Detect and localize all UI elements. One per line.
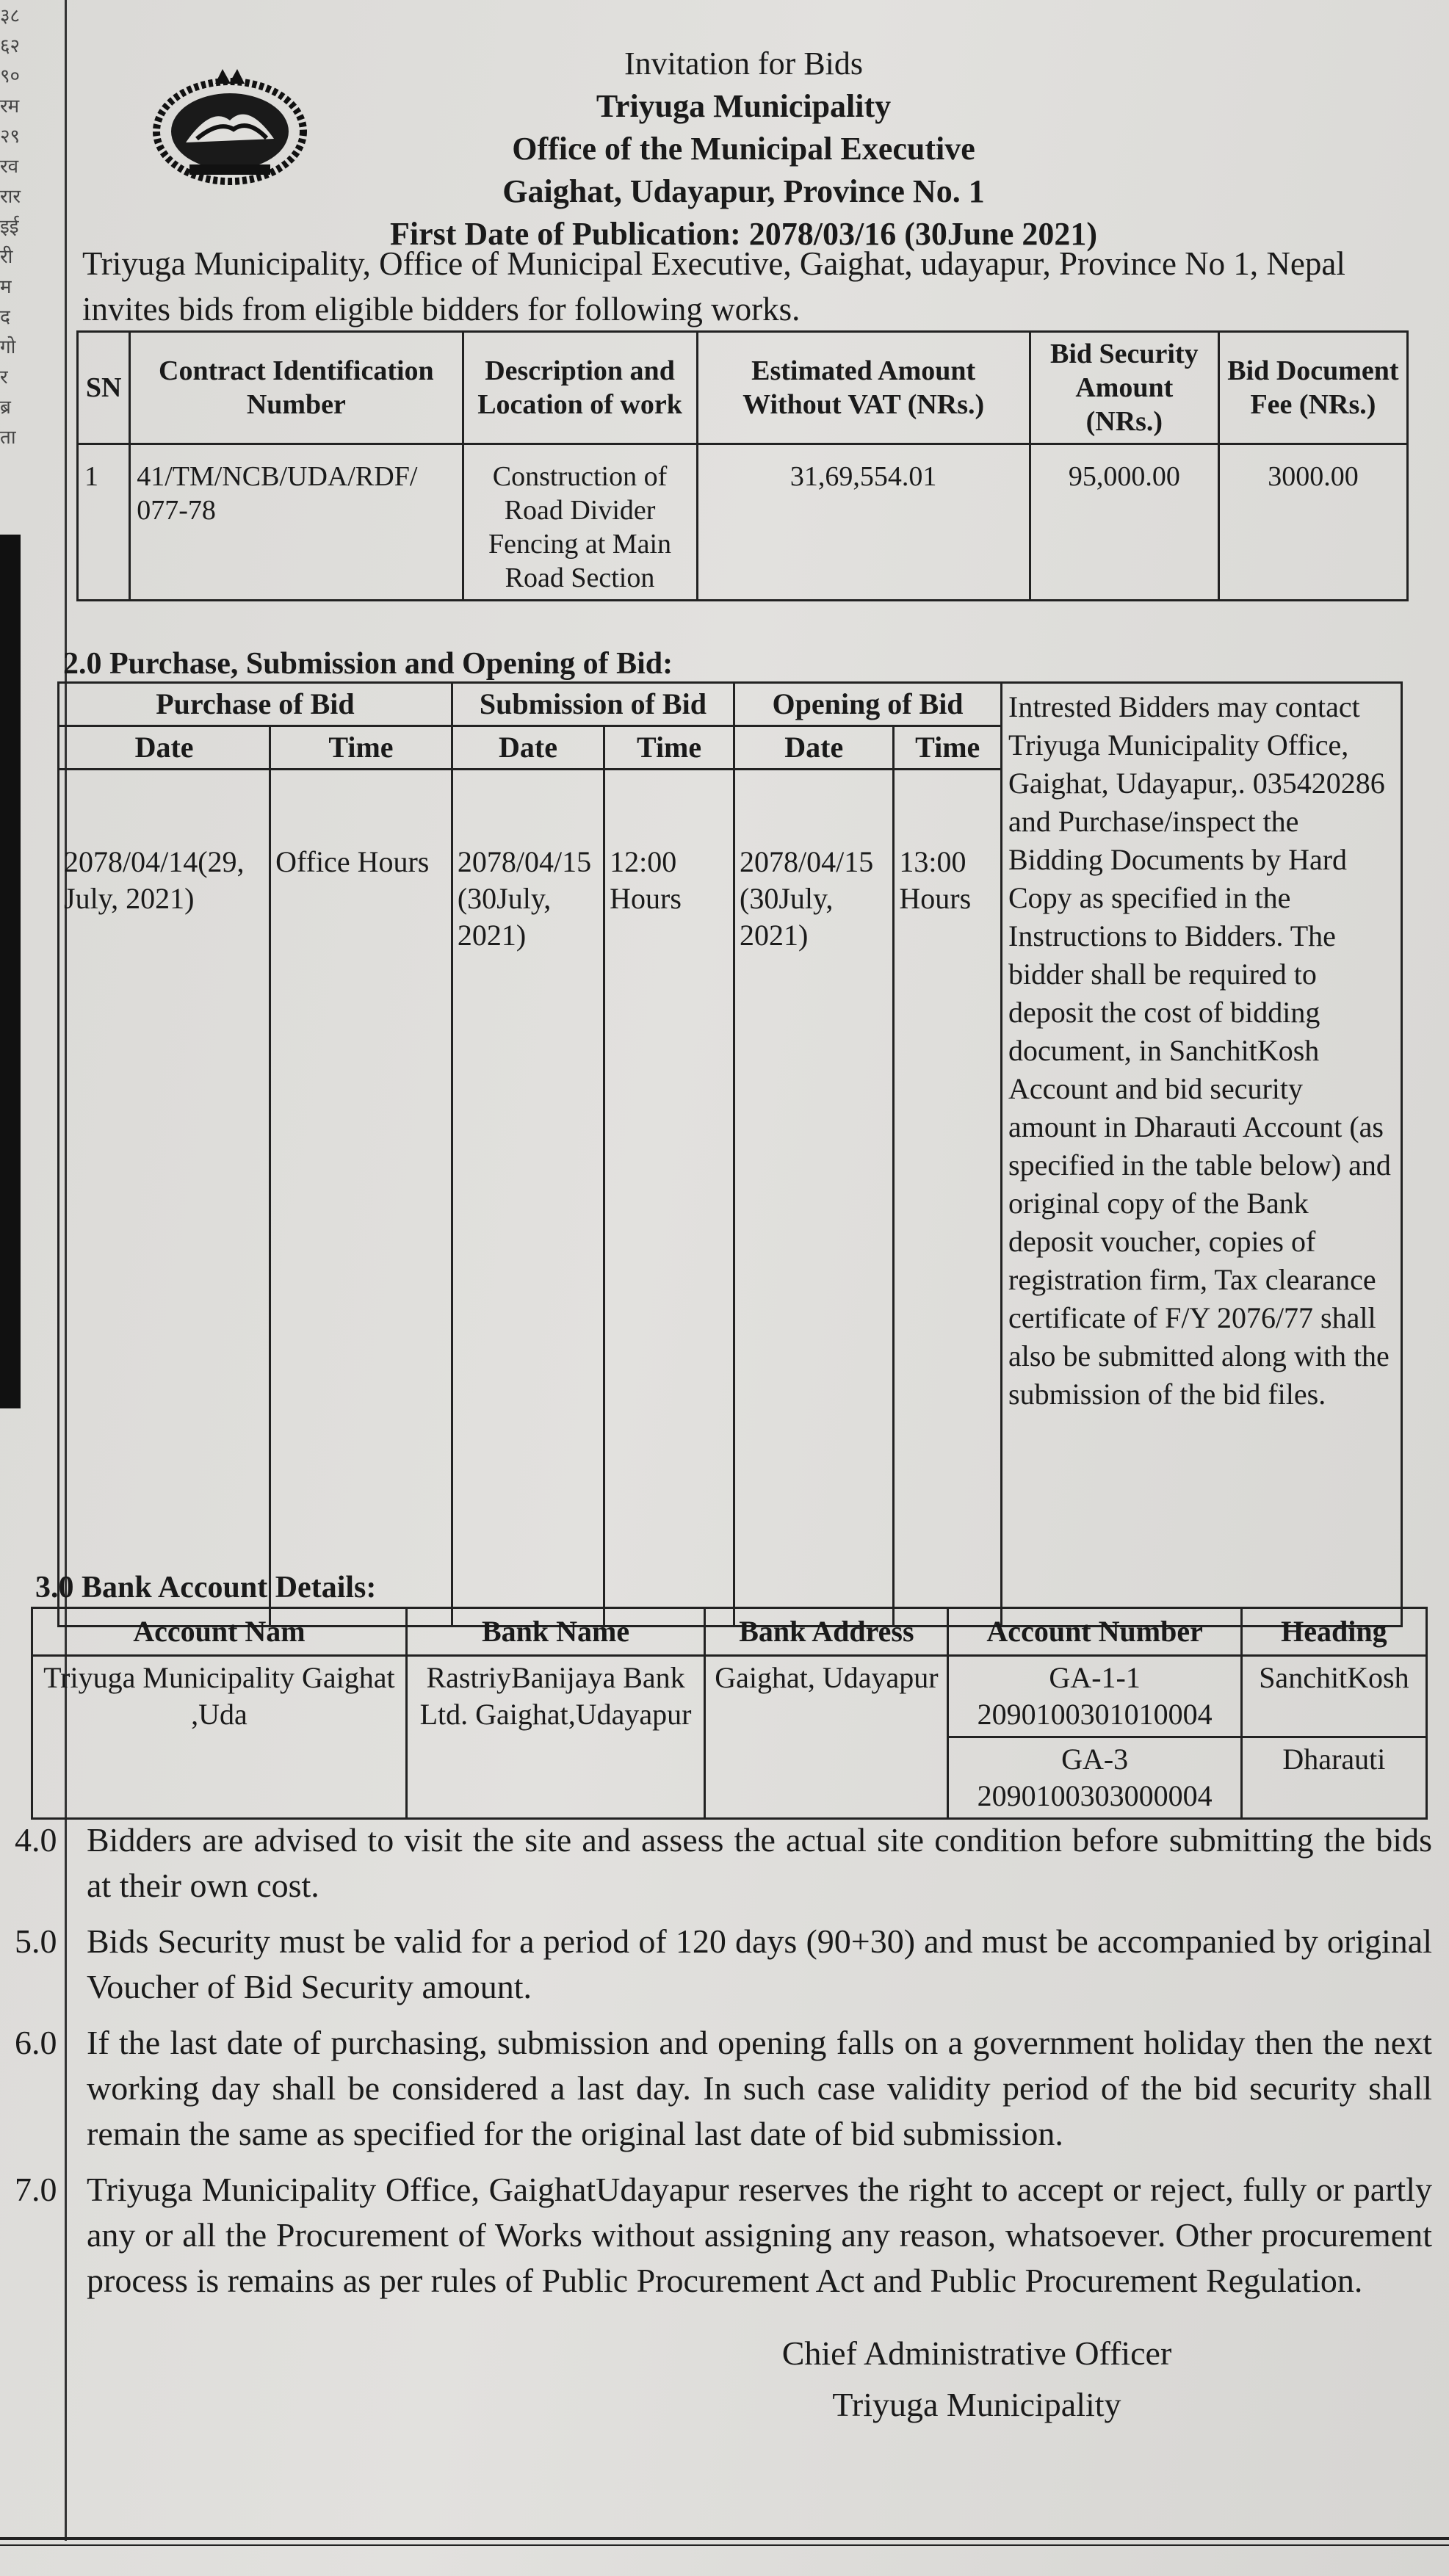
opening-date: 2078/04/15 (30July, 2021) [734, 770, 894, 1627]
col-doc-fee: Bid Document Fee (NRs.) [1218, 332, 1407, 444]
cell-sn: 1 [78, 444, 130, 601]
office-address: Gaighat, Udayapur, Province No. 1 [502, 173, 985, 209]
sub-opening-date: Date [734, 726, 894, 770]
col-bank-address: Bank Address [705, 1608, 948, 1656]
list-item [15, 2020, 1432, 2157]
col-sn: SN [78, 332, 130, 444]
clause-number: 6.0 [15, 2024, 57, 2061]
signatory-org: Triyuga Municipality [832, 2386, 1121, 2423]
divider [0, 2537, 1449, 2540]
signature-block [720, 2328, 1234, 2431]
col-account-number: Account Number [948, 1608, 1241, 1656]
schedule-group-header [59, 683, 1402, 726]
col-account-name: Account Nam [32, 1608, 407, 1656]
margin-glyph: इई [0, 216, 19, 238]
list-item [15, 1919, 1432, 2010]
list-item [15, 2167, 1432, 2304]
opening-time: 13:00 Hours [894, 770, 1002, 1627]
intro-paragraph: Triyuga Municipality, Office of Municipal Executive, Gaighat, udayapur, Province No 1, Nepal invites bids from eligible bidders for following works. [82, 245, 1345, 328]
cell-doc-fee: 3000.00 [1218, 444, 1407, 601]
bid-schedule-table [57, 681, 1403, 1627]
list-item [15, 1817, 1432, 1909]
sub-submission-time: Time [604, 726, 734, 770]
bank-table-header [32, 1608, 1427, 1656]
margin-glyph: रव [0, 156, 19, 178]
publication-date: First Date of Publication: 2078/03/16 (30June 2021) [389, 216, 1098, 252]
group-submission: Submission of Bid [452, 683, 734, 726]
margin-glyph: ९० [0, 65, 21, 87]
cell-bid-security: 95,000.00 [1030, 444, 1218, 601]
clause-text: Bidders are advised to visit the site and assess the actual site condition before submitting the bids at their own cost. [87, 1821, 1432, 1904]
col-estimate: Estimated Amount Without VAT (NRs.) [697, 332, 1030, 444]
bank-address: Gaighat, Udayapur [705, 1656, 948, 1819]
group-opening: Opening of Bid [734, 683, 1002, 726]
margin-glyph: गो [0, 336, 16, 358]
purchase-date: 2078/04/14(29, July, 2021) [59, 770, 270, 1627]
cell-contract-id: 41/TM/NCB/UDA/RDF/ 077-78 [130, 444, 463, 601]
table-row [78, 444, 1408, 601]
margin-text-strip [0, 0, 59, 453]
clause-number: 4.0 [15, 1821, 57, 1859]
sub-submission-date: Date [452, 726, 604, 770]
margin-glyph: ३८ [0, 5, 21, 27]
sub-purchase-time: Time [270, 726, 452, 770]
margin-glyph: २९ [0, 126, 21, 148]
office-name: Office of the Municipal Executive [512, 131, 975, 167]
col-contract-id: Contract Identification Number [130, 332, 463, 444]
margin-glyph: रम [0, 95, 20, 117]
margin-glyph: ६२ [0, 35, 21, 57]
margin-glyph: रार [0, 186, 21, 208]
account-heading: SanchitKosh [1241, 1656, 1426, 1737]
works-table [76, 330, 1409, 601]
works-table-header [78, 332, 1408, 444]
account-heading: Dharauti [1241, 1737, 1426, 1819]
account-name: Triyuga Municipality Gaighat ,Uda [32, 1656, 407, 1819]
bank-name: RastriyBanijaya Bank Ltd. Gaighat,Udayapur [406, 1656, 705, 1819]
sub-opening-time: Time [894, 726, 1002, 770]
cell-description: Construction of Road Divider Fencing at Main Road Section [463, 444, 697, 601]
section-2-title: 2.0 Purchase, Submission and Opening of Bid: [63, 647, 673, 681]
page-edge-shadow [0, 535, 21, 1408]
margin-glyph: री [0, 246, 13, 268]
clause-number: 7.0 [15, 2171, 57, 2208]
clause-number: 5.0 [15, 1922, 57, 1960]
notice-header [279, 43, 1208, 256]
submission-time: 12:00 Hours [604, 770, 734, 1627]
col-bid-security: Bid Security Amount (NRs.) [1030, 332, 1218, 444]
cell-estimate: 31,69,554.01 [697, 444, 1030, 601]
submission-date: 2078/04/15 (30July, 2021) [452, 770, 604, 1627]
col-description: Description and Location of work [463, 332, 697, 444]
terms-list [15, 1817, 1432, 2314]
margin-glyph: र [0, 366, 8, 388]
col-bank-name: Bank Name [406, 1608, 705, 1656]
margin-glyph: ब्र [0, 397, 11, 419]
table-row [32, 1656, 1427, 1737]
account-number: GA-3 2090100303000004 [948, 1737, 1241, 1819]
notice-title: Invitation for Bids [624, 46, 864, 82]
purchase-time: Office Hours [270, 770, 452, 1627]
margin-glyph: म [0, 276, 12, 298]
clause-text: Bids Security must be valid for a period of 120 days (90+30) and must be accompanied by original Voucher of Bid Security amount. [87, 1922, 1432, 2005]
divider [0, 2544, 1449, 2546]
bank-account-table [31, 1607, 1428, 1820]
section-3-title: 3.0 Bank Account Details: [35, 1571, 377, 1604]
clause-text: If the last date of purchasing, submission and opening falls on a government holiday then the next working day shall be considered a last day. In such case validity period of the bid security shall remain the same as specified for the original last date of bid submission. [87, 2024, 1432, 2152]
clause-text: Triyuga Municipality Office, GaighatUdayapur reserves the right to accept or reject, fully or partly any or all the Procurement of Works without assigning any reason, whatsoever. Other procurement process is remains as per rules of Public Procurement Act and Public Procurement Regulation. [87, 2171, 1432, 2299]
margin-glyph: द [0, 306, 10, 328]
margin-glyph: ता [0, 427, 16, 449]
account-number: GA-1-1 2090100301010004 [948, 1656, 1241, 1737]
group-purchase: Purchase of Bid [59, 683, 452, 726]
sub-purchase-date: Date [59, 726, 270, 770]
col-heading: Heading [1241, 1608, 1426, 1656]
bidder-instructions-note: Intrested Bidders may contact Triyuga Municipality Office, Gaighat, Udayapur,. 035420286 and Purchase/inspect the Bidding Documents by Hard Copy as specified in the Instructions to Bidders. The bidder shall be required to deposit the cost of bidding document, in SanchitKosh Account and bid security amount in Dharauti Account (as specified in the table below) and original copy of the Bank deposit voucher, copies of registration firm, Tax clearance certificate of F/Y 2076/77 shall also be submitted along with the submission of the bid files. [1002, 683, 1402, 1627]
municipality-name: Triyuga Municipality [596, 88, 892, 124]
signatory-title: Chief Administrative Officer [781, 2334, 1172, 2372]
